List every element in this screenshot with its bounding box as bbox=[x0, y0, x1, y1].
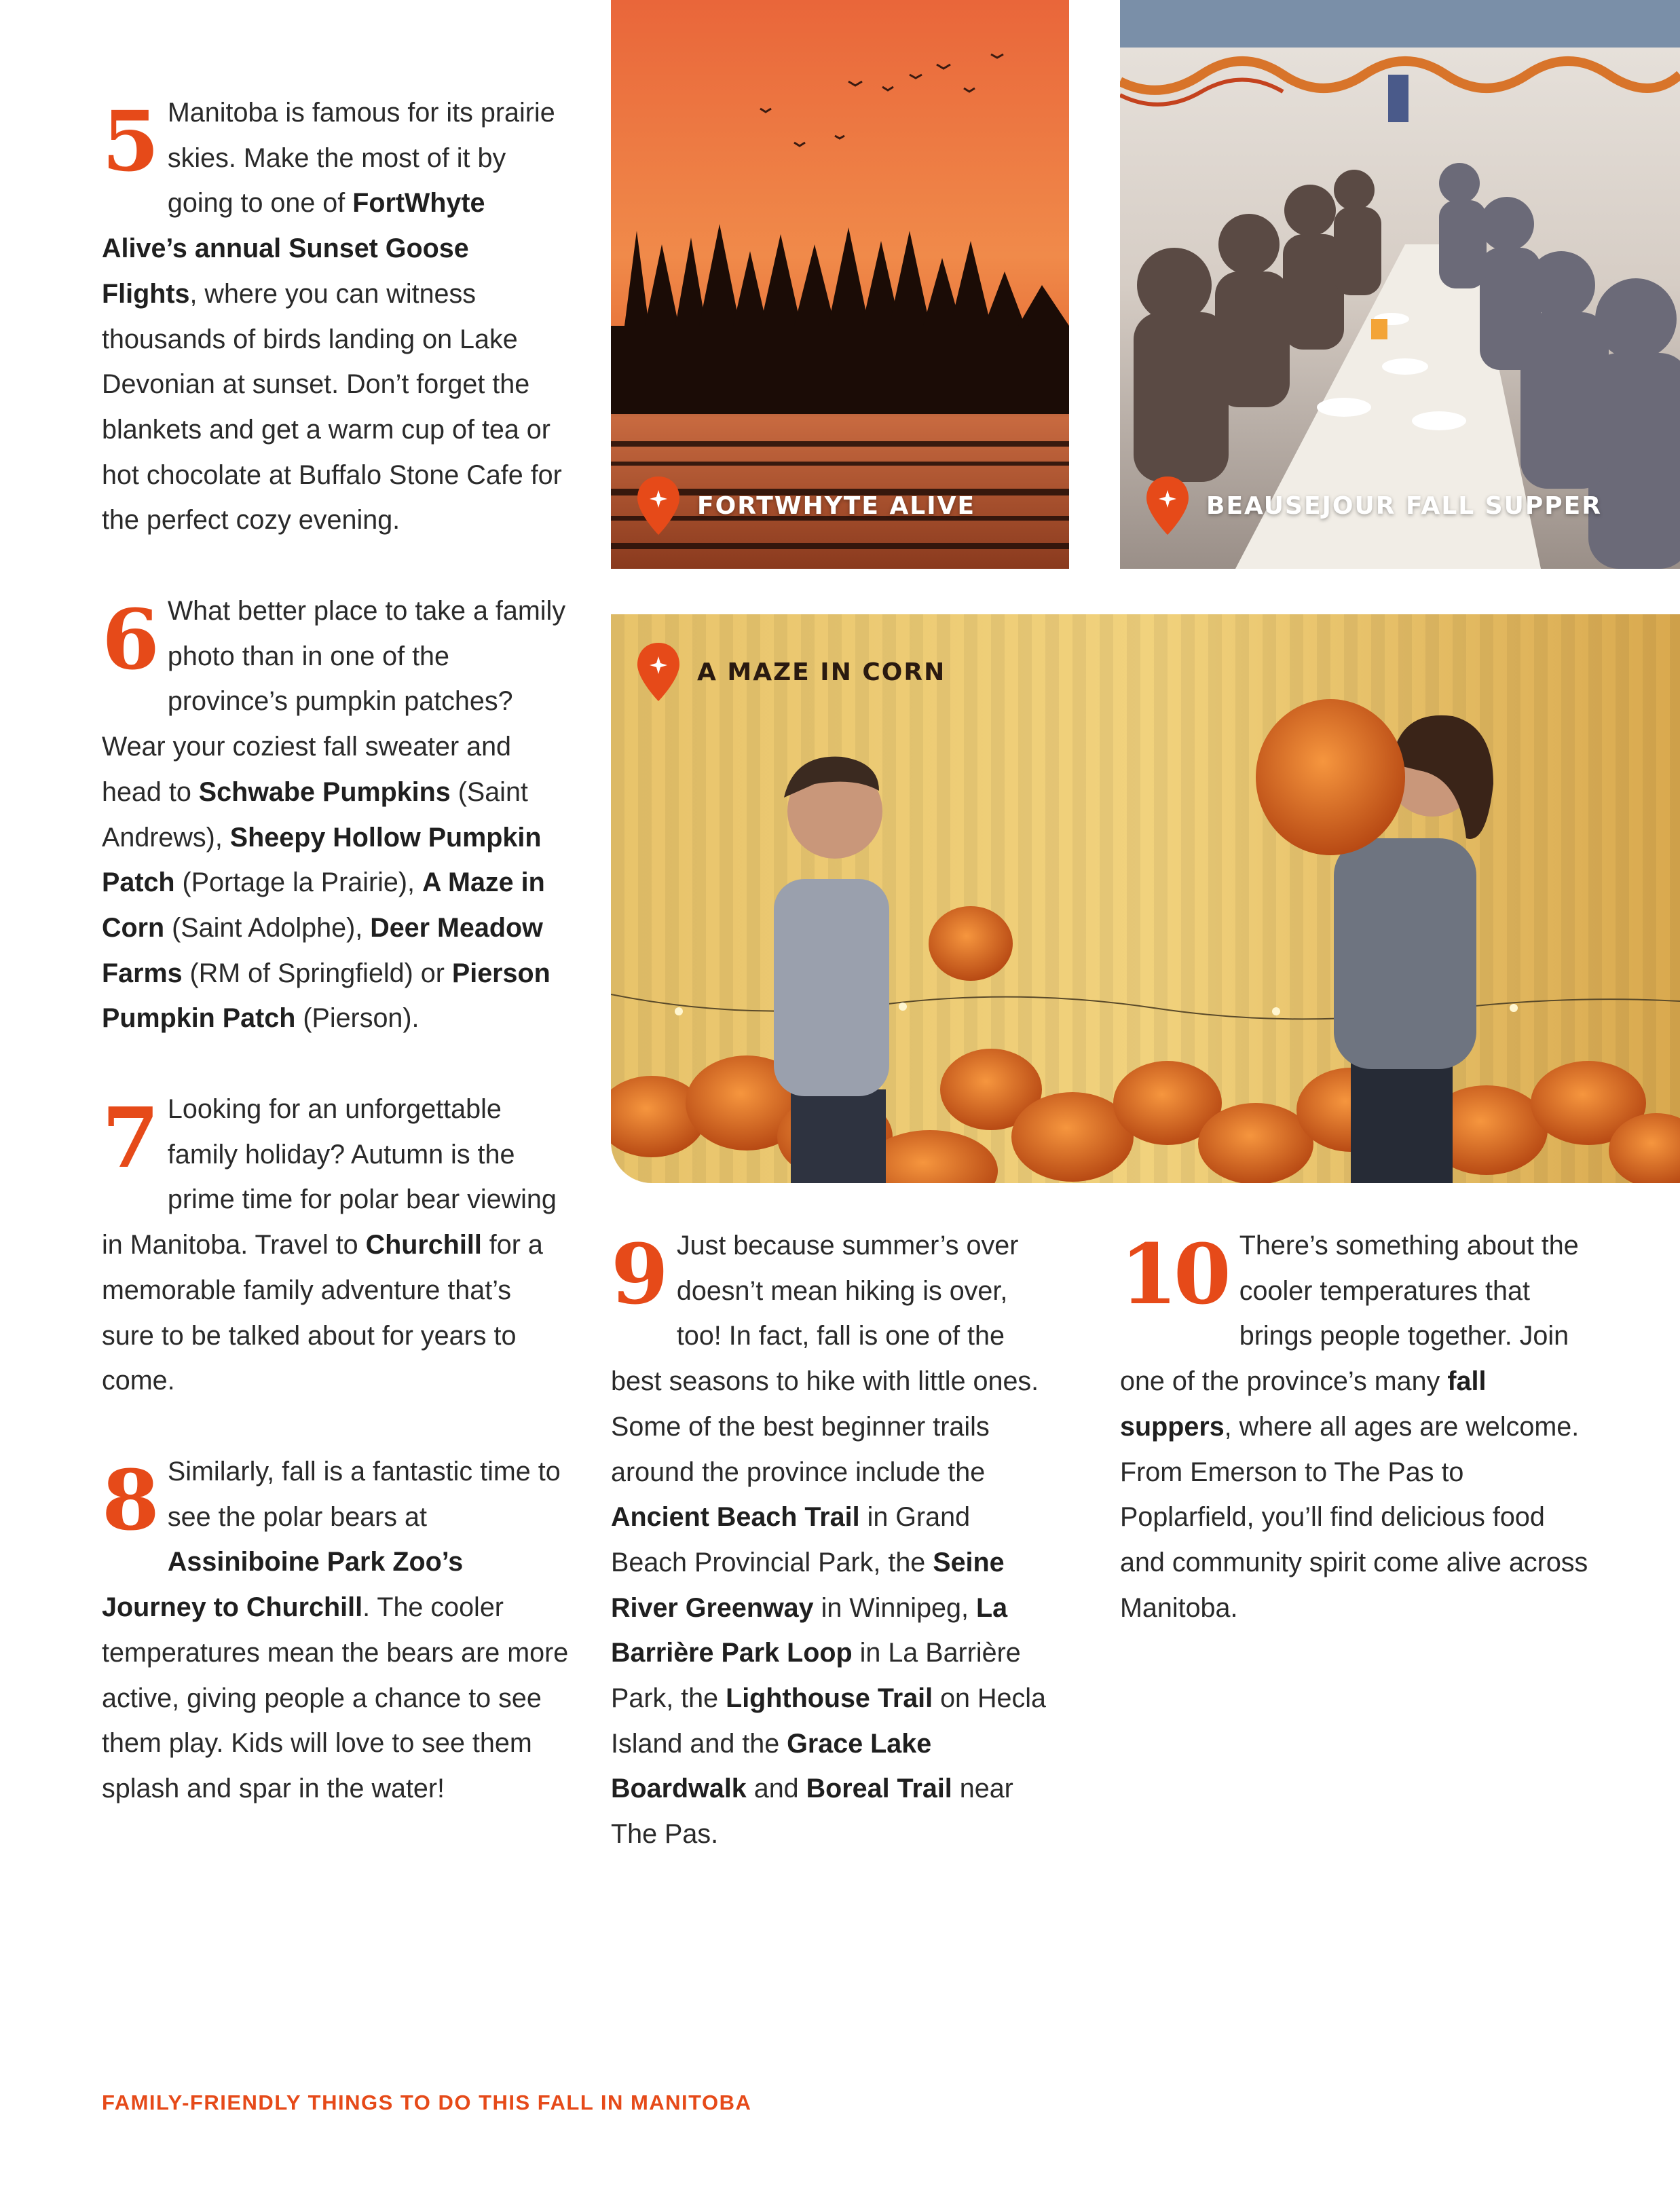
body-text: in Winnipeg, bbox=[813, 1592, 976, 1623]
body-text: . The cooler temperatures mean the bears are more active, giving people a chance to see them play. Kids will love to see them splash and spar in the water! bbox=[102, 1592, 569, 1803]
highlighted-place-name: Ancient Beach Trail bbox=[611, 1502, 860, 1533]
body-text: (Portage la Prairie), bbox=[174, 867, 422, 898]
caption-fortwhyte-alive bbox=[635, 475, 975, 536]
photo-caption: A MAZE IN CORN bbox=[697, 658, 946, 686]
map-pin-icon bbox=[635, 641, 682, 703]
highlighted-place-name: Schwabe Pumpkins bbox=[198, 777, 451, 807]
item-8 bbox=[102, 1449, 570, 1812]
item-body bbox=[102, 1089, 557, 1396]
item-body bbox=[102, 1451, 569, 1803]
highlighted-place-name: FortWhyte Alive’s annual Sunset Goose Flights bbox=[102, 188, 485, 309]
body-text: What better place to take a family photo than in one of the province’s pumpkin patches? Wear your coziest fall sweater and head to bbox=[102, 596, 566, 807]
item-6 bbox=[102, 588, 570, 1041]
item-number: 6 bbox=[102, 591, 155, 688]
highlighted-place-name: Seine River Greenway bbox=[611, 1547, 1005, 1623]
highlighted-place-name: Assiniboine Park Zoo’s Journey to Churchill bbox=[102, 1547, 464, 1623]
body-text: on Hecla Island and the bbox=[611, 1683, 1046, 1759]
highlighted-place-name: fall suppers bbox=[1120, 1366, 1487, 1442]
highlighted-place-name: Churchill bbox=[365, 1230, 482, 1260]
highlighted-place-name: La Barrière Park Loop bbox=[611, 1592, 1008, 1668]
item-number: 7 bbox=[102, 1089, 155, 1186]
map-pin-icon bbox=[1144, 475, 1191, 536]
highlighted-place-name: A Maze in Corn bbox=[102, 867, 545, 943]
item-5 bbox=[102, 90, 570, 543]
body-text: There’s something about the cooler temperatures that brings people together. Join one of the province’s many bbox=[1120, 1231, 1579, 1397]
highlighted-place-name: Pierson Pumpkin Patch bbox=[102, 958, 550, 1034]
body-text: (RM of Springfield) or bbox=[182, 958, 452, 988]
item-body bbox=[102, 92, 562, 536]
body-text: in La Barrière Park, the bbox=[611, 1638, 1021, 1714]
highlighted-place-name: Lighthouse Trail bbox=[726, 1683, 933, 1714]
photo-caption: BEAUSEJOUR FALL SUPPER bbox=[1206, 491, 1602, 520]
body-text: Looking for an unforgettable family holiday? Autumn is the prime time for polar bear viewing in Manitoba. Travel to bbox=[102, 1094, 557, 1260]
highlighted-place-name: Grace Lake Boardwalk bbox=[611, 1728, 932, 1804]
body-text: in Grand Beach Provincial Park, the bbox=[611, 1502, 971, 1577]
item-7 bbox=[102, 1087, 570, 1404]
highlighted-place-name: Deer Meadow Farms bbox=[102, 912, 543, 988]
item-10 bbox=[1120, 1223, 1595, 1630]
item-body bbox=[611, 1225, 1046, 1850]
highlighted-place-name: Sheepy Hollow Pumpkin Patch bbox=[102, 822, 542, 898]
item-number: 10 bbox=[1120, 1225, 1227, 1323]
body-text: near The Pas. bbox=[611, 1774, 1013, 1850]
body-text: Manitoba is famous for its prairie skies. Make the most of it by going to one of bbox=[167, 98, 555, 219]
item-number: 8 bbox=[102, 1451, 155, 1549]
item-number: 9 bbox=[611, 1225, 665, 1323]
item-number: 5 bbox=[102, 92, 155, 190]
body-text: and bbox=[746, 1774, 806, 1804]
map-pin-icon bbox=[635, 475, 682, 536]
highlighted-place-name: Boreal Trail bbox=[806, 1774, 952, 1804]
caption-a-maze-in-corn bbox=[635, 641, 946, 703]
page-footer: FAMILY-FRIENDLY THINGS TO DO THIS FALL IN MANITOBA bbox=[102, 2091, 752, 2114]
body-text: Just because summer’s over doesn’t mean hiking is over, too! In fact, fall is one of the best seasons to hike with little ones. Some of the best beginner trails around the province include the bbox=[611, 1231, 1039, 1487]
caption-beausejour-fall-supper bbox=[1144, 475, 1602, 536]
body-text: (Saint Adolphe), bbox=[164, 912, 371, 943]
item-9 bbox=[611, 1223, 1052, 1857]
body-text: for a memorable family adventure that’s sure to be talked about for years to come. bbox=[102, 1230, 543, 1396]
body-text: , where all ages are welcome. From Emerson to The Pas to Poplarfield, you’ll find delicious food and community spirit come alive across Manitoba. bbox=[1120, 1411, 1588, 1623]
body-text: Similarly, fall is a fantastic time to see the polar bears at bbox=[167, 1457, 561, 1532]
photo-caption: FORTWHYTE ALIVE bbox=[697, 491, 976, 520]
body-text: (Pierson). bbox=[295, 1003, 419, 1034]
item-body bbox=[102, 591, 566, 1034]
body-text: (Saint Andrews), bbox=[102, 777, 528, 853]
body-text: , where you can witness thousands of birds landing on Lake Devonian at sunset. Don’t forget the blankets and get a warm cup of tea or hot chocolate at Buffalo Stone Cafe for the perfect cozy evening. bbox=[102, 278, 562, 536]
